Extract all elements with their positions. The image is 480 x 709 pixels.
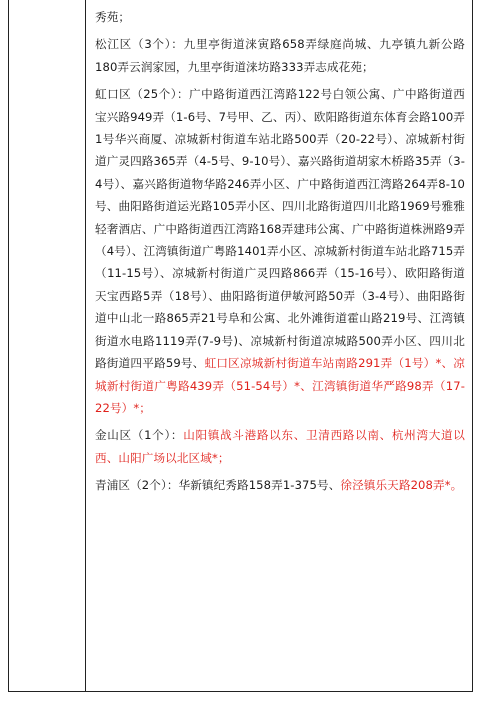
column-divider	[85, 0, 86, 691]
paragraph-jinshan	[95, 424, 465, 469]
document-table	[8, 0, 473, 692]
paragraph-text: 松江区（3个）：九里亭街道涞寅路658弄绿庭尚城、九亭镇九新公路180弄云润家园，九里亭街道涞坊路333弄志成花苑；	[95, 37, 465, 74]
content-cell	[95, 6, 465, 502]
paragraph-songjiang	[95, 33, 465, 78]
red-highlight-text: 虹口区凉城新村街道车站南路291弄（1号）*、凉城新村街道广粤路439弄（51-54号）*、江湾镇街道华严路98弄（17-22号）*；	[95, 356, 465, 415]
paragraph-text: 秀苑；	[95, 10, 131, 24]
paragraph-qingpu	[95, 474, 465, 496]
red-highlight-text: 徐泾镇乐天路208弄*。	[340, 478, 463, 493]
paragraph-text: 虹口区（25个）：广中路街道西江湾路122号白领公寓、广中路街道西宝兴路949弄（1-6号、7号甲、乙、丙）、欧阳路街道东体育会路100弄1号华兴商厦、凉城新村街道车站北路500弄（20-22号）、凉城新村街道广灵四路365弄（4-5号、9-10号）、嘉兴路街道胡家木桥路35弄（3-4号）、嘉兴路街道物华路246弄小区、广中路街道西江湾路264弄8-10号、曲阳路街道运光路105弄小区、四川北路街道四川北路1969号雅雅轻奢酒店、广中路街道西江湾路168弄建玮公寓、广中路街道株洲路9弄（4号）、江湾镇街道广粤路1401弄小区、凉城新村街道车站北路715弄（11-15号）、凉城新村街道广灵四路866弄（15-16号）、欧阳路街道天宝西路5弄（18号）、曲阳路街道伊敏河路50弄（3-4号）、曲阳路街道中山北一路865弄21号阜和公寓、北外滩街道霍山路219号、江湾镇街道水电路1119弄(7-9号)、凉城新村街道凉城路500弄小区、四川北路街道四平路59号、	[95, 87, 465, 371]
paragraph-text: 青浦区（2个）：华新镇纪秀路158弄1-375号、	[95, 478, 341, 493]
paragraph-text: 金山区（1个）：	[95, 428, 184, 443]
paragraph-hongkou	[95, 83, 465, 419]
paragraph-fragment	[95, 6, 465, 28]
red-highlight-text: 山阳镇战斗港路以东、卫清西路以南、杭州湾大道以西、山阳广场以北区域*；	[95, 428, 465, 465]
